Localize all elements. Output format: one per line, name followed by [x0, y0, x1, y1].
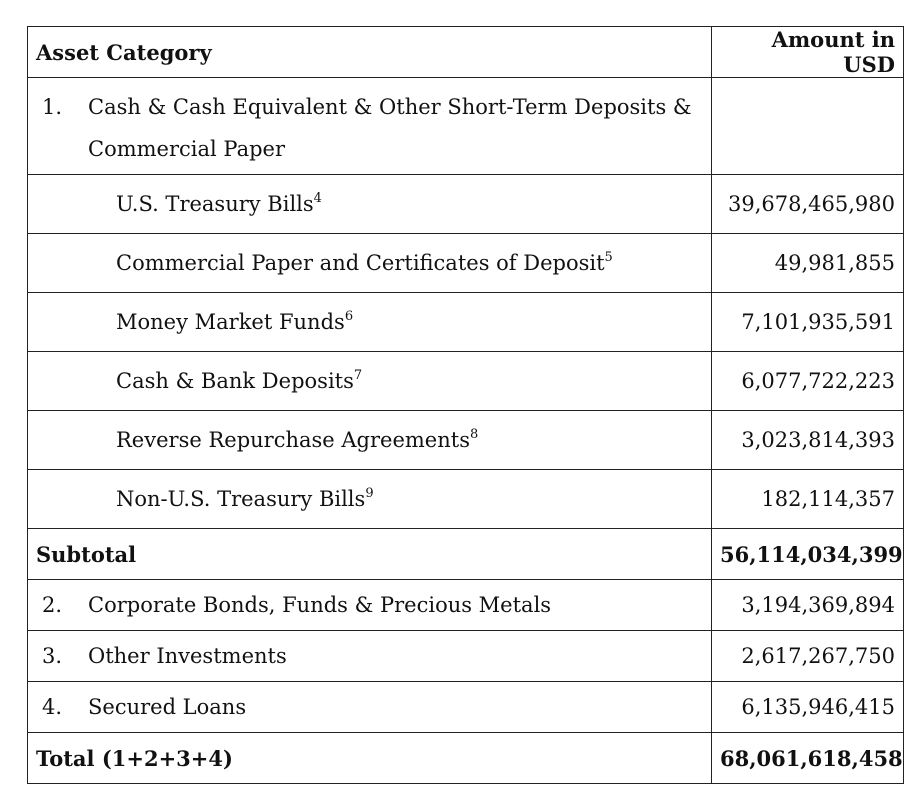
item-label: Non-U.S. Treasury Bills — [116, 487, 366, 511]
footnote-marker: 7 — [353, 368, 363, 383]
table-row — [28, 352, 904, 411]
footnote-marker: 6 — [344, 309, 354, 324]
table-row — [28, 234, 904, 293]
table-row — [28, 580, 904, 631]
item-amount: 6,077,722,223 — [712, 352, 904, 411]
row-amount: 6,135,946,415 — [712, 682, 904, 733]
item-amount: 3,023,814,393 — [712, 411, 904, 470]
total-amount: 68,061,618,458 — [712, 733, 904, 784]
row-label: Corporate Bonds, Funds & Precious Metals — [88, 593, 552, 617]
item-amount: 39,678,465,980 — [712, 175, 904, 234]
subtotal-amount: 56,114,034,399 — [712, 529, 904, 580]
item-amount: 49,981,855 — [712, 234, 904, 293]
row-index: 3. — [42, 644, 63, 668]
table-header-row — [28, 27, 904, 78]
row-amount: 2,617,267,750 — [712, 631, 904, 682]
table-row — [28, 631, 904, 682]
row-index: 2. — [42, 593, 63, 617]
row-label: Other Investments — [88, 644, 287, 668]
item-label: Commercial Paper and Certificates of Deposit — [116, 251, 605, 275]
row-amount: 3,194,369,894 — [712, 580, 904, 631]
item-label: Money Market Funds — [116, 310, 345, 334]
item-label: Cash & Bank Deposits — [116, 369, 354, 393]
header-amount: Amount in USD — [712, 27, 904, 78]
section-1-index: 1. — [42, 95, 63, 119]
item-label: U.S. Treasury Bills — [116, 192, 314, 216]
subtotal-label: Subtotal — [28, 529, 712, 580]
subtotal-row — [28, 529, 904, 580]
table-row — [28, 411, 904, 470]
asset-table — [27, 26, 904, 784]
header-asset-category: Asset Category — [28, 27, 712, 78]
footnote-marker: 5 — [604, 250, 613, 265]
section-1-label: Cash & Cash Equivalent & Other Short-Term Deposits & Commercial Paper — [88, 95, 692, 161]
row-index: 4. — [42, 695, 63, 719]
table-row — [28, 175, 904, 234]
section-1-row — [28, 78, 904, 175]
footnote-marker: 8 — [469, 427, 479, 442]
item-amount: 182,114,357 — [712, 470, 904, 529]
table-row — [28, 293, 904, 352]
row-label: Secured Loans — [88, 695, 247, 719]
total-row — [28, 733, 904, 784]
footnote-marker: 4 — [313, 191, 322, 206]
table-row — [28, 470, 904, 529]
item-label: Reverse Repurchase Agreements — [116, 428, 470, 452]
item-amount: 7,101,935,591 — [712, 293, 904, 352]
total-label: Total (1+2+3+4) — [28, 733, 712, 784]
table-row — [28, 682, 904, 733]
footnote-marker: 9 — [365, 486, 374, 501]
